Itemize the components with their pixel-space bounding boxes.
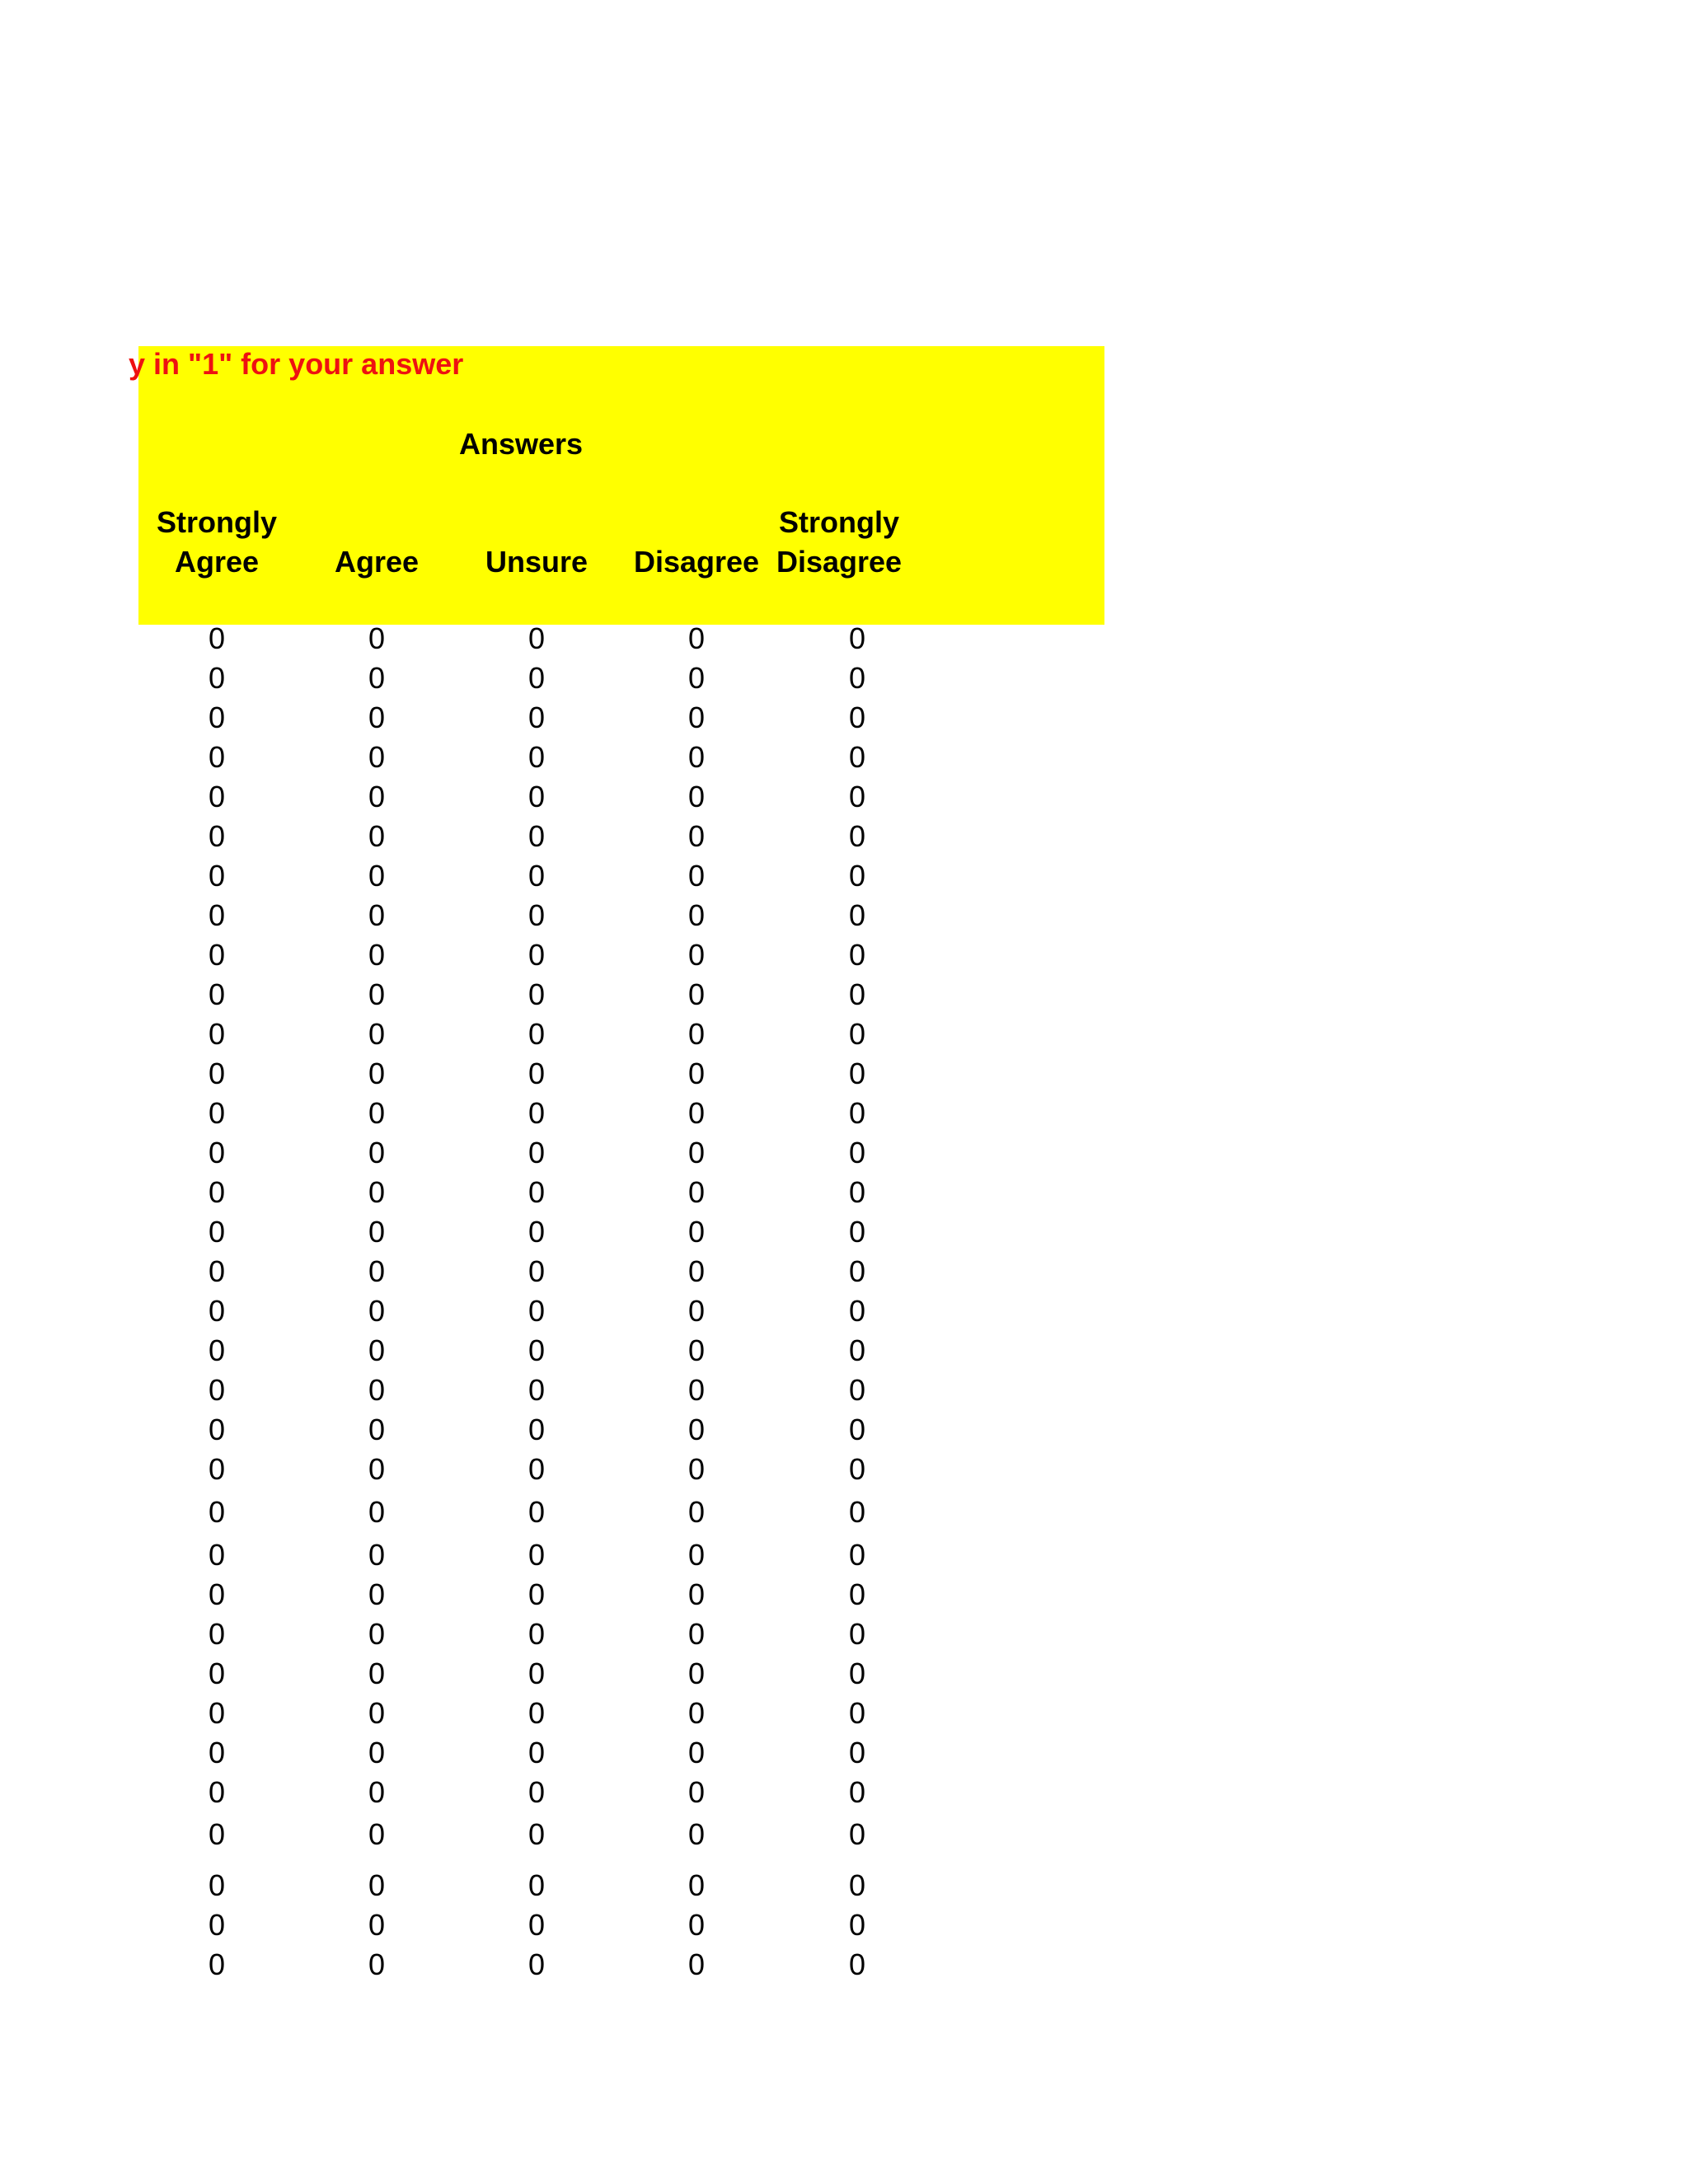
answer-cell[interactable]: 0: [208, 1947, 226, 1981]
answer-cell[interactable]: 0: [687, 819, 706, 853]
answer-cell[interactable]: 0: [528, 1868, 546, 1902]
answer-cell[interactable]: 0: [208, 661, 226, 695]
answer-cell[interactable]: 0: [368, 1657, 386, 1690]
answer-cell[interactable]: 0: [848, 1096, 866, 1130]
answer-cell[interactable]: 0: [208, 1096, 226, 1130]
answer-cell[interactable]: 0: [687, 1617, 706, 1651]
answer-cell[interactable]: 0: [848, 859, 866, 893]
answer-cell[interactable]: 0: [208, 1495, 226, 1529]
answer-cell[interactable]: 0: [848, 1215, 866, 1249]
answer-cell[interactable]: 0: [848, 1452, 866, 1486]
answer-cell[interactable]: 0: [528, 1538, 546, 1572]
answer-cell[interactable]: 0: [528, 1908, 546, 1942]
answer-cell[interactable]: 0: [528, 1617, 546, 1651]
answer-cell[interactable]: 0: [528, 1175, 546, 1209]
answer-cell[interactable]: 0: [368, 1175, 386, 1209]
answer-cell[interactable]: 0: [687, 740, 706, 774]
answer-cell[interactable]: 0: [687, 898, 706, 932]
answer-cell[interactable]: 0: [687, 1775, 706, 1809]
answer-cell[interactable]: 0: [208, 1254, 226, 1288]
answer-cell[interactable]: 0: [368, 938, 386, 972]
answer-cell[interactable]: 0: [528, 701, 546, 734]
answer-cell[interactable]: 0: [368, 1617, 386, 1651]
answer-cell[interactable]: 0: [208, 1775, 226, 1809]
column-header-line1: [294, 503, 459, 542]
answer-cell[interactable]: 0: [528, 819, 546, 853]
answer-cell[interactable]: 0: [368, 1057, 386, 1090]
answer-cell[interactable]: 0: [687, 1538, 706, 1572]
answer-cell[interactable]: 0: [368, 1413, 386, 1446]
answer-cell[interactable]: 0: [848, 661, 866, 695]
column-header-line2: Disagree: [633, 545, 760, 579]
answer-cell[interactable]: 0: [528, 1215, 546, 1249]
answer-cell[interactable]: 0: [848, 1495, 866, 1529]
answer-cell[interactable]: 0: [368, 1495, 386, 1529]
answer-cell[interactable]: 0: [528, 898, 546, 932]
answer-cell[interactable]: 0: [687, 1096, 706, 1130]
answer-cell[interactable]: 0: [368, 1294, 386, 1328]
answer-cell[interactable]: 0: [528, 621, 546, 655]
answer-cell[interactable]: 0: [208, 1373, 226, 1407]
answer-cell[interactable]: 0: [528, 661, 546, 695]
answer-cell[interactable]: 0: [848, 1736, 866, 1769]
answer-cell[interactable]: 0: [368, 740, 386, 774]
column-header-line1: [454, 503, 619, 542]
answer-cell[interactable]: 0: [368, 1577, 386, 1611]
answer-cell[interactable]: 0: [687, 1696, 706, 1730]
answer-cell[interactable]: 0: [208, 1057, 226, 1090]
column-header-line2: Agree: [334, 545, 420, 579]
answer-cell[interactable]: 0: [848, 1057, 866, 1090]
answer-cell[interactable]: 0: [528, 1254, 546, 1288]
answer-cell[interactable]: 0: [687, 1495, 706, 1529]
answer-cell[interactable]: 0: [687, 1057, 706, 1090]
answer-cell[interactable]: 0: [528, 1136, 546, 1169]
answer-cell[interactable]: 0: [208, 1538, 226, 1572]
answer-cell[interactable]: 0: [208, 1215, 226, 1249]
answer-cell[interactable]: 0: [687, 1215, 706, 1249]
column-header-unsure[interactable]: [454, 503, 619, 582]
column-header-strongly-agree[interactable]: [134, 503, 299, 582]
answer-cell[interactable]: 0: [208, 1413, 226, 1446]
column-header-line1: Strongly: [778, 505, 899, 539]
answer-cell[interactable]: 0: [368, 977, 386, 1011]
answer-cell[interactable]: 0: [208, 819, 226, 853]
answer-cell[interactable]: 0: [528, 977, 546, 1011]
answer-cell[interactable]: 0: [368, 1538, 386, 1572]
answer-cell[interactable]: 0: [368, 1373, 386, 1407]
answer-cell[interactable]: 0: [208, 1136, 226, 1169]
answer-cell[interactable]: 0: [528, 1657, 546, 1690]
answer-cell[interactable]: 0: [687, 780, 706, 813]
answer-cell[interactable]: 0: [528, 938, 546, 972]
answer-cell[interactable]: 0: [528, 1947, 546, 1981]
answer-cell[interactable]: 0: [687, 1868, 706, 1902]
answer-cell[interactable]: 0: [208, 1696, 226, 1730]
answer-cell[interactable]: 0: [208, 780, 226, 813]
answer-cell[interactable]: 0: [208, 1817, 226, 1851]
answer-cell[interactable]: 0: [687, 1136, 706, 1169]
answer-cell[interactable]: 0: [848, 1868, 866, 1902]
answer-cell[interactable]: 0: [368, 701, 386, 734]
answer-cell[interactable]: 0: [528, 1413, 546, 1446]
answer-cell[interactable]: 0: [368, 780, 386, 813]
answer-cell[interactable]: 0: [528, 1057, 546, 1090]
column-header-agree[interactable]: [294, 503, 459, 582]
answer-cell[interactable]: 0: [528, 1452, 546, 1486]
answer-cell[interactable]: 0: [848, 1175, 866, 1209]
answer-cell[interactable]: 0: [368, 859, 386, 893]
answer-cell[interactable]: 0: [848, 1333, 866, 1367]
column-header-disagree[interactable]: [614, 503, 779, 582]
answer-cell[interactable]: 0: [528, 859, 546, 893]
answer-cell[interactable]: 0: [848, 1577, 866, 1611]
answer-cell[interactable]: 0: [368, 1696, 386, 1730]
answer-cell[interactable]: 0: [848, 1294, 866, 1328]
answer-cell[interactable]: 0: [208, 1333, 226, 1367]
answer-cell[interactable]: 0: [848, 1017, 866, 1051]
answer-cell[interactable]: 0: [848, 1136, 866, 1169]
answer-cell[interactable]: 0: [528, 780, 546, 813]
answer-cell[interactable]: 0: [528, 1373, 546, 1407]
instruction-text: y in "1" for your answer: [129, 347, 464, 381]
answer-cell[interactable]: 0: [208, 1657, 226, 1690]
answer-cell[interactable]: 0: [208, 898, 226, 932]
answer-cell[interactable]: 0: [848, 1413, 866, 1446]
answer-cell[interactable]: 0: [848, 1696, 866, 1730]
answer-cell[interactable]: 0: [848, 740, 866, 774]
answer-cell[interactable]: 0: [687, 1294, 706, 1328]
answer-cell[interactable]: 0: [687, 938, 706, 972]
answer-cell[interactable]: 0: [368, 1947, 386, 1981]
answer-cell[interactable]: 0: [528, 740, 546, 774]
answers-title: Answers: [458, 427, 584, 461]
answer-cell[interactable]: 0: [687, 1736, 706, 1769]
answer-cell[interactable]: 0: [208, 1294, 226, 1328]
answer-cell[interactable]: 0: [528, 1017, 546, 1051]
answer-cell[interactable]: 0: [687, 1254, 706, 1288]
answer-cell[interactable]: 0: [368, 898, 386, 932]
answer-cell[interactable]: 0: [848, 1373, 866, 1407]
answer-cell[interactable]: 0: [208, 621, 226, 655]
answer-cell[interactable]: 0: [687, 1017, 706, 1051]
answer-cell[interactable]: 0: [848, 819, 866, 853]
answer-cell[interactable]: 0: [208, 977, 226, 1011]
answer-cell[interactable]: 0: [687, 1947, 706, 1981]
answer-cell[interactable]: 0: [687, 1657, 706, 1690]
answer-cell[interactable]: 0: [687, 1817, 706, 1851]
column-header-line2: Agree: [174, 545, 260, 579]
answer-cell[interactable]: 0: [208, 1017, 226, 1051]
answer-cell[interactable]: 0: [208, 1175, 226, 1209]
answer-cell[interactable]: 0: [208, 1736, 226, 1769]
answer-cell[interactable]: 0: [848, 1538, 866, 1572]
answer-cell[interactable]: 0: [687, 1333, 706, 1367]
answer-cell[interactable]: 0: [848, 977, 866, 1011]
answer-cell[interactable]: 0: [687, 701, 706, 734]
answer-cell[interactable]: 0: [687, 977, 706, 1011]
answer-cell[interactable]: 0: [528, 1696, 546, 1730]
answer-cell[interactable]: 0: [848, 938, 866, 972]
answer-cell[interactable]: 0: [848, 1775, 866, 1809]
answer-cell[interactable]: 0: [368, 1736, 386, 1769]
answer-cell[interactable]: 0: [208, 1868, 226, 1902]
column-header-line1: Strongly: [156, 505, 277, 539]
answer-cell[interactable]: 0: [208, 701, 226, 734]
answer-cell[interactable]: 0: [848, 1947, 866, 1981]
answer-cell[interactable]: 0: [687, 1175, 706, 1209]
answer-cell[interactable]: 0: [208, 1452, 226, 1486]
column-header-line2: Disagree: [776, 545, 903, 579]
answer-cell[interactable]: 0: [848, 1617, 866, 1651]
answer-cell[interactable]: 0: [368, 819, 386, 853]
answer-cell[interactable]: 0: [528, 1333, 546, 1367]
answer-cell[interactable]: 0: [687, 1908, 706, 1942]
answer-cell[interactable]: 0: [687, 621, 706, 655]
answer-cell[interactable]: 0: [368, 1452, 386, 1486]
answer-cell[interactable]: 0: [687, 661, 706, 695]
answer-cell[interactable]: 0: [368, 621, 386, 655]
answer-cell[interactable]: 0: [368, 1254, 386, 1288]
answer-cell[interactable]: 0: [528, 1577, 546, 1611]
answer-cell[interactable]: 0: [687, 859, 706, 893]
answer-cell[interactable]: 0: [368, 1908, 386, 1942]
answer-cell[interactable]: 0: [208, 740, 226, 774]
answer-cell[interactable]: 0: [528, 1096, 546, 1130]
column-header-line2: Unsure: [485, 545, 588, 579]
answer-cell[interactable]: 0: [848, 1817, 866, 1851]
answer-cell[interactable]: 0: [528, 1736, 546, 1769]
answer-cell[interactable]: 0: [528, 1775, 546, 1809]
answer-cell[interactable]: 0: [687, 1452, 706, 1486]
answer-cell[interactable]: 0: [368, 1333, 386, 1367]
answer-cell[interactable]: 0: [368, 1215, 386, 1249]
answer-cell[interactable]: 0: [208, 1577, 226, 1611]
answer-cell[interactable]: 0: [687, 1577, 706, 1611]
answer-cell[interactable]: 0: [848, 898, 866, 932]
answer-cell[interactable]: 0: [208, 1617, 226, 1651]
answer-cell[interactable]: 0: [208, 859, 226, 893]
answer-cell[interactable]: 0: [687, 1373, 706, 1407]
answer-cell[interactable]: 0: [368, 1017, 386, 1051]
answer-cell[interactable]: 0: [528, 1817, 546, 1851]
answer-cell[interactable]: 0: [208, 1908, 226, 1942]
answer-cell[interactable]: 0: [368, 1775, 386, 1809]
answer-cell[interactable]: 0: [848, 1908, 866, 1942]
answer-cell[interactable]: 0: [848, 1254, 866, 1288]
header-band: [138, 346, 1104, 625]
answer-cell[interactable]: 0: [368, 1868, 386, 1902]
column-header-line1: [614, 503, 779, 542]
column-header-strongly-disagree[interactable]: [757, 503, 921, 582]
answer-cell[interactable]: 0: [368, 1136, 386, 1169]
answer-cell[interactable]: 0: [848, 1657, 866, 1690]
answer-cell[interactable]: 0: [528, 1495, 546, 1529]
answer-cell[interactable]: 0: [208, 938, 226, 972]
answer-cell[interactable]: 0: [368, 661, 386, 695]
answer-cell[interactable]: 0: [848, 621, 866, 655]
answer-cell[interactable]: 0: [368, 1817, 386, 1851]
answer-cell[interactable]: 0: [687, 1413, 706, 1446]
answer-cell[interactable]: 0: [368, 1096, 386, 1130]
answer-cell[interactable]: 0: [848, 701, 866, 734]
answer-cell[interactable]: 0: [528, 1294, 546, 1328]
answer-cell[interactable]: 0: [848, 780, 866, 813]
